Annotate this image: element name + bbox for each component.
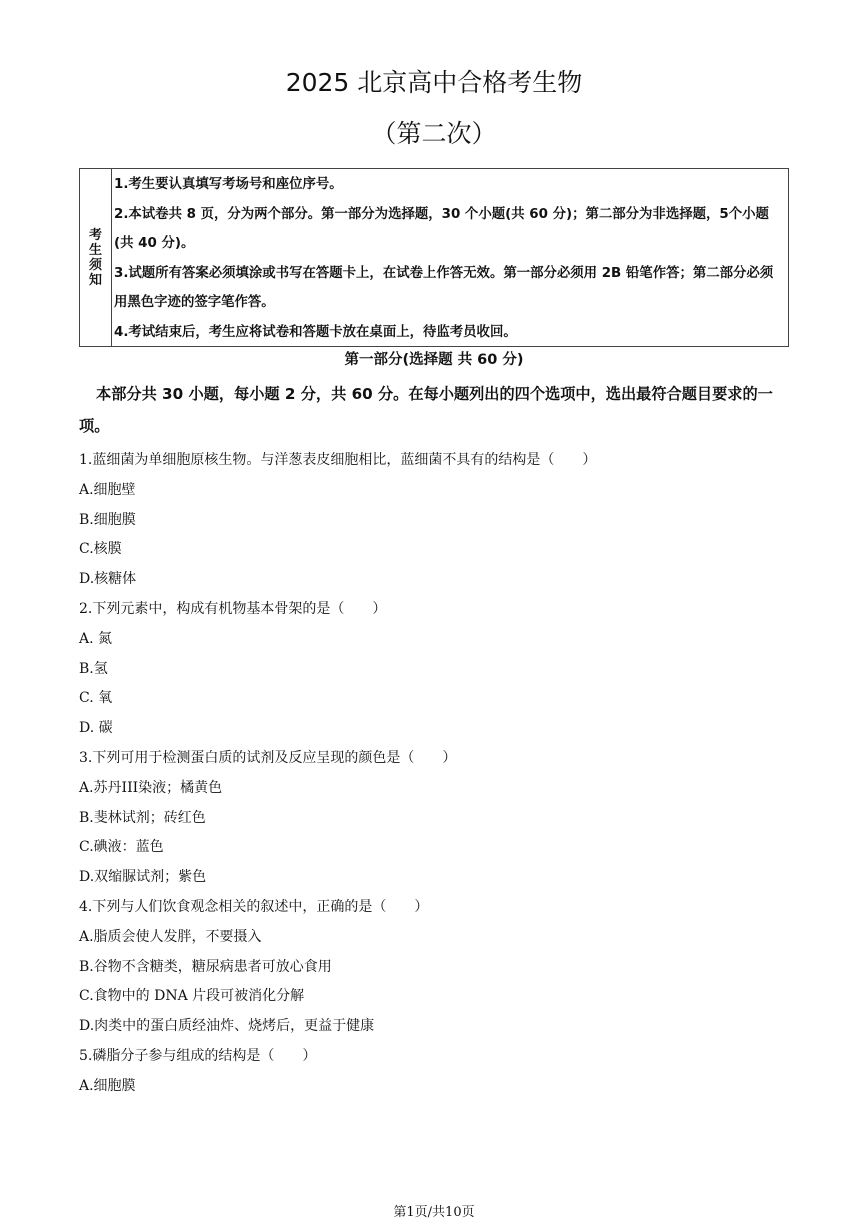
question-option: C. 氧 [79, 690, 113, 707]
question-option: B.细胞膜 [79, 511, 136, 528]
notice-item: 2.本试卷共 8 页，分为两个部分。第一部分为选择题，30 个小题(共 60 分)；第二部分为非选择题，5个小题(共 40 分)。 [114, 206, 769, 251]
question-option: B.谷物不含糖类，糖尿病患者可放心食用 [79, 958, 332, 975]
exam-title: 2025 北京高中合格考生物 [285, 68, 583, 97]
question-stem: 4.下列与人们饮食观念相关的叙述中，正确的是（ ） [79, 898, 429, 915]
question-stem: 2.下列元素中，构成有机物基本骨架的是（ ） [79, 600, 387, 617]
notice-item: 1.考生要认真填写考场号和座位序号。 [114, 177, 343, 192]
question-list [79, 446, 791, 1102]
question-option: A. 氮 [79, 630, 113, 647]
question-option: A.细胞壁 [79, 481, 136, 498]
question-option: C.碘液：蓝色 [79, 839, 164, 856]
question-option: B.氢 [79, 660, 108, 677]
question-option: C.核膜 [79, 541, 122, 558]
question-option: A.脂质会使人发胖，不要摄入 [79, 928, 262, 945]
question-option: A.细胞膜 [79, 1077, 136, 1094]
section-intro: 本部分共 30 小题，每小题 2 分，共 60 分。在每小题列出的四个选项中，选出最符合题目要求的一项。 [79, 385, 773, 435]
notice-label-char: 生 [88, 242, 102, 258]
question-stem: 5.磷脂分子参与组成的结构是（ ） [79, 1047, 317, 1064]
question-option: A.苏丹III染液；橘黄色 [79, 779, 223, 796]
section-heading: 第一部分(选择题 共 60 分) [344, 352, 524, 368]
page-footer: 第1页/共10页 [393, 1205, 475, 1220]
question-stem: 3.下列可用于检测蛋白质的试剂及反应呈现的颜色是（ ） [79, 749, 457, 766]
notice-label-char: 知 [88, 272, 102, 288]
notice-label [80, 169, 112, 346]
notice-items [112, 169, 788, 346]
question-stem: 1.蓝细菌为单细胞原核生物。与洋葱表皮细胞相比，蓝细菌不具有的结构是（ ） [79, 452, 597, 468]
question-option: D.肉类中的蛋白质经油炸、烧烤后，更益于健康 [79, 1018, 375, 1035]
question-option: D.双缩脲试剂；紫色 [79, 869, 207, 886]
question-option: D.核糖体 [79, 571, 137, 588]
exam-subtitle: （第二次） [371, 119, 497, 148]
candidate-notice-box [79, 168, 789, 347]
notice-item: 3.试题所有答案必须填涂或书写在答题卡上，在试卷上作答无效。第一部分必须用 2B 铅笔作答；第二部分必须用黑色字迹的签字笔作答。 [114, 265, 774, 310]
question-option: D. 碳 [79, 720, 113, 737]
notice-item: 4.考试结束后，考生应将试卷和答题卡放在桌面上，待监考员收回。 [114, 324, 517, 340]
notice-label-char: 考 [88, 227, 102, 243]
notice-label-char: 须 [88, 257, 102, 273]
question-option: C.食物中的 DNA 片段可被消化分解 [79, 988, 305, 1005]
question-option: B.斐林试剂；砖红色 [79, 809, 206, 826]
